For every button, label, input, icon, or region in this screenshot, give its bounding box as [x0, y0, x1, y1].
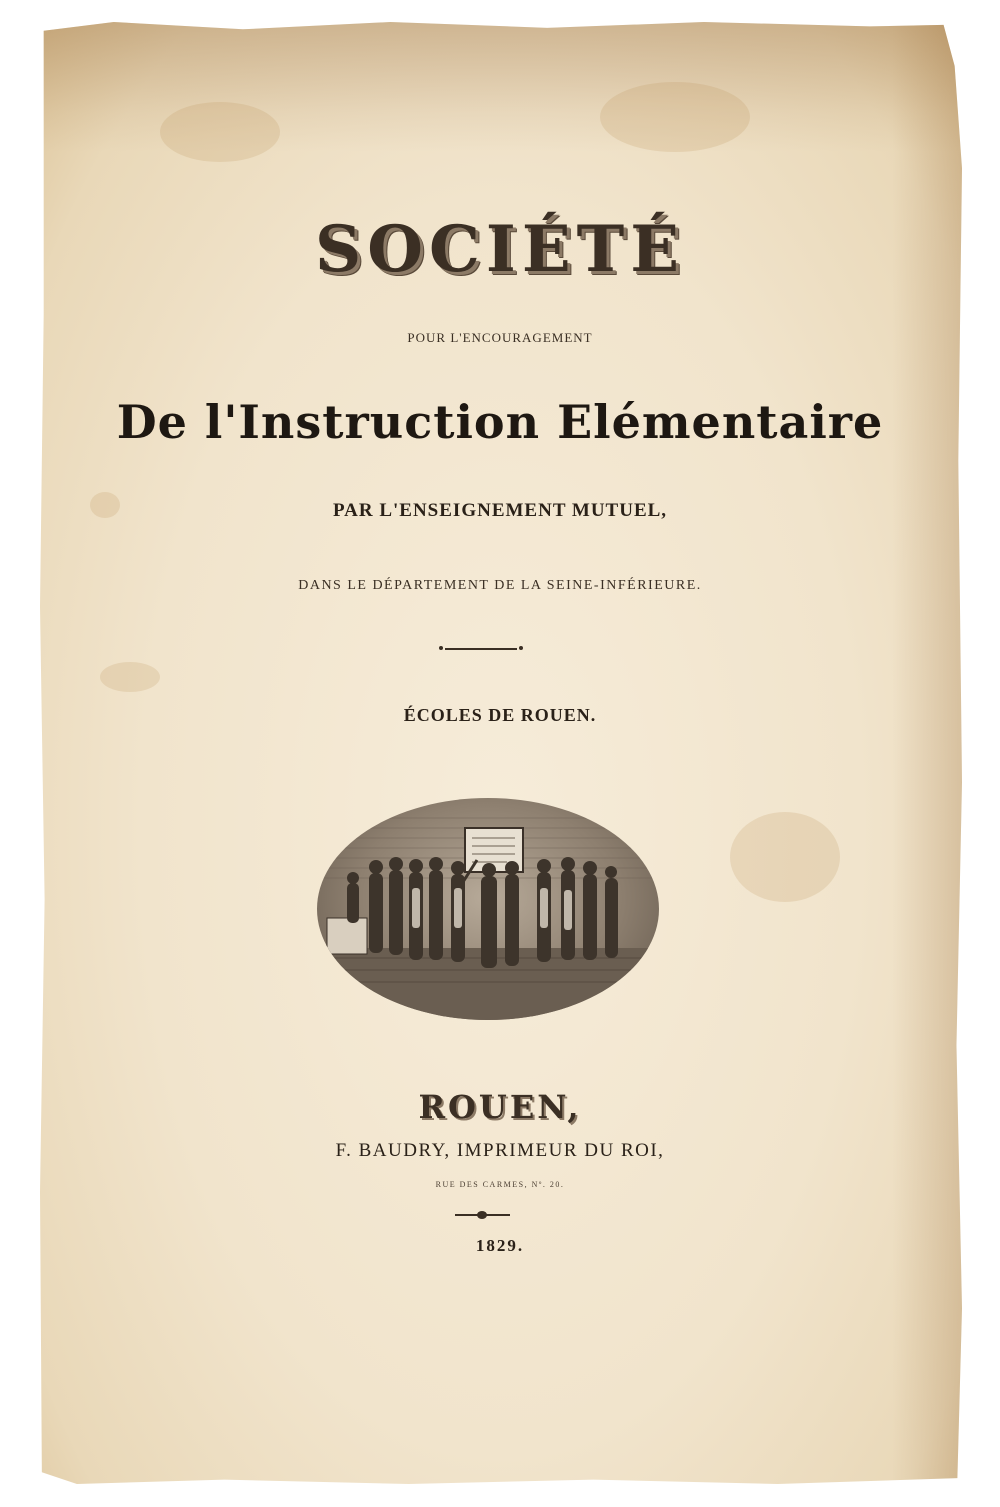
subtitle-ecoles: ÉCOLES DE ROUEN.: [403, 705, 597, 725]
ornamental-rule: [445, 648, 517, 650]
ornamental-rule: [455, 1214, 510, 1216]
title-dans: DANS LE DÉPARTEMENT DE LA SEINE-INFÉRIEURE.: [298, 578, 702, 593]
paper-stain: [730, 812, 840, 902]
paper-stain: [100, 662, 160, 692]
imprint-year: 1829.: [475, 1236, 525, 1255]
paper-stain: [600, 82, 750, 152]
title-societe: SOCIÉTÉ: [314, 212, 686, 287]
imprint-street: RUE DES CARMES, Nº. 20.: [435, 1180, 565, 1189]
paper-stain: [160, 102, 280, 162]
engraving-vignette: [317, 798, 659, 1020]
title-instruction: De l'Instruction Elémentaire: [116, 395, 884, 449]
imprint-printer: F. BAUDRY, IMPRIMEUR DU ROI,: [335, 1140, 665, 1161]
engraving-illustration: [317, 798, 659, 1020]
title-pour: POUR L'ENCOURAGEMENT: [407, 330, 593, 345]
title-par: PAR L'ENSEIGNEMENT MUTUEL,: [332, 500, 668, 521]
imprint-city: ROUEN,: [418, 1088, 582, 1126]
